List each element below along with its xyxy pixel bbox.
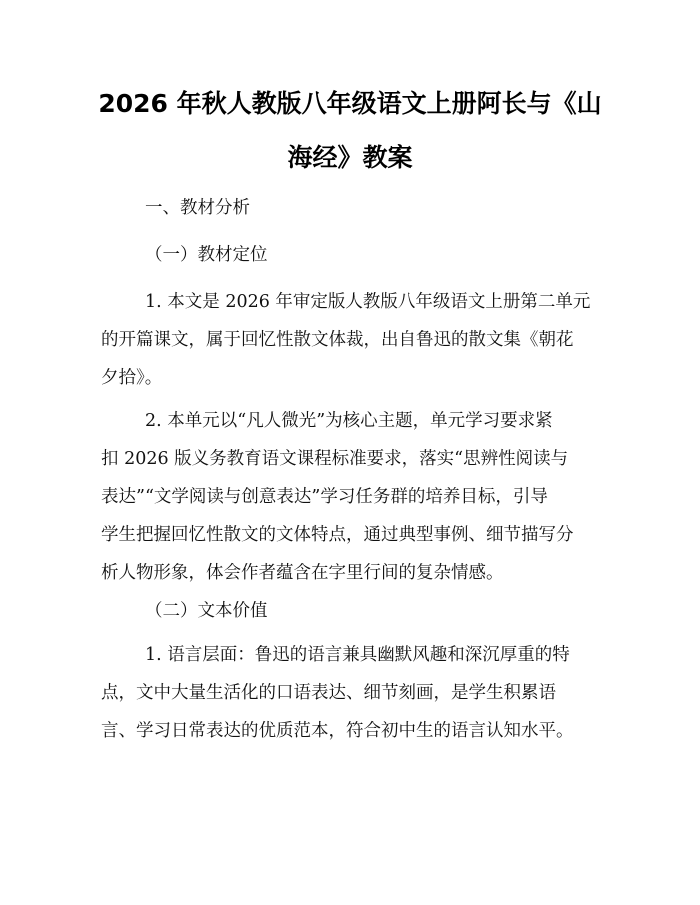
paragraph-text-value-1 [101,636,601,750]
paragraph-line: 表达”“文学阅读与创意表达”学习任务群的培养目标，引导 [101,487,548,507]
paragraph-line: 点，文中大量生活化的口语表达、细节刻画，是学生积累语 [101,683,556,703]
subsection-heading-text-value: （二）文本价值 [145,601,268,621]
paragraph-line: 的开篇课文，属于回忆性散文体裁，出自鲁迅的散文集《朝花 [101,330,574,350]
document-title-line-2: 海经》教案 [287,143,413,172]
section-heading-textbook-analysis: 一、教材分析 [145,198,250,218]
paragraph-line: 2. 本单元以“凡人微光”为核心主题，单元学习要求紧 [145,411,553,431]
paragraph-line: 析人物形象，体会作者蕴含在字里行间的复杂情感。 [101,563,504,583]
paragraph-line: 扣 2026 版义务教育语文课程标准要求，落实“思辨性阅读与 [101,449,569,469]
paragraph-line: 学生把握回忆性散文的文体特点，通过典型事例、细节描写分 [101,525,574,545]
paragraph-line: 言、学习日常表达的优质范本，符合初中生的语言认知水平。 [101,721,574,741]
paragraph-textbook-positioning-1 [101,283,601,397]
document-title-line-1: 2026 年秋人教版八年级语文上册阿长与《山 [98,89,602,118]
paragraph-line: 1. 语言层面：鲁迅的语言兼具幽默风趣和深沉厚重的特 [145,645,570,665]
paragraph-line: 1. 本文是 2026 年审定版人教版八年级语文上册第二单元 [145,292,591,312]
paragraph-line: 夕拾》。 [101,368,163,388]
subsection-heading-textbook-positioning: （一）教材定位 [145,245,268,265]
paragraph-textbook-positioning-2 [101,402,601,592]
